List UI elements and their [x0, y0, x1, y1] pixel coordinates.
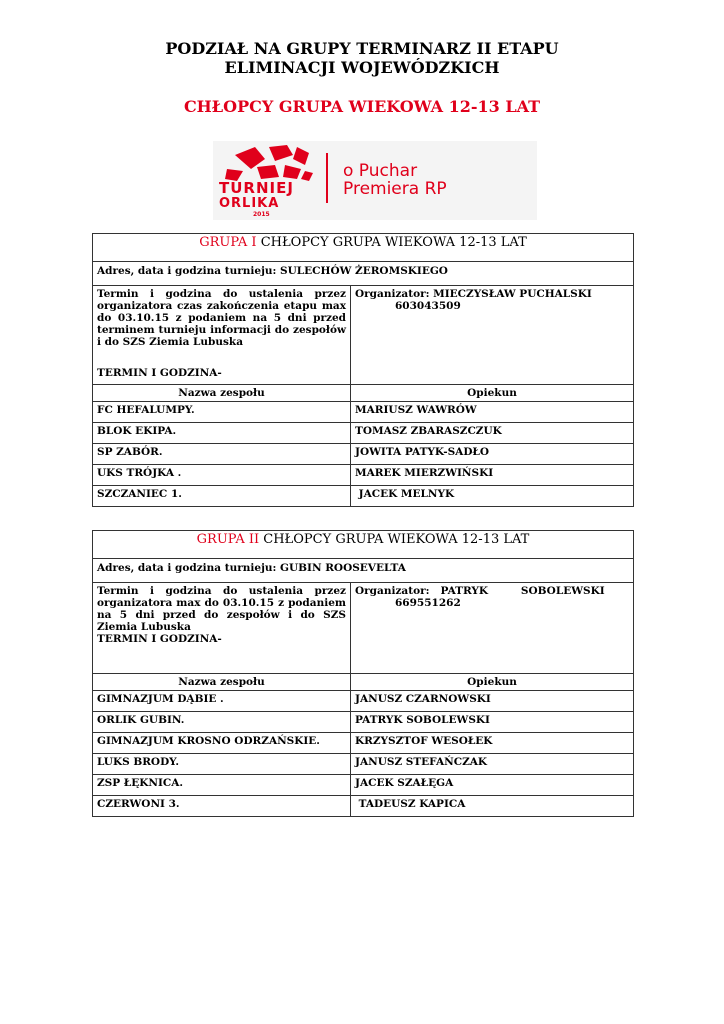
- team-name: SZCZANIEC 1.: [93, 486, 351, 507]
- table-row: [93, 691, 634, 712]
- coach-name: JACEK SZAŁĘGA: [351, 775, 634, 796]
- group-1-schedule-text: Termin i godzina do ustalenia przez organizatora czas zakończenia etapu max do 03.10.15 z podaniem na 5 dni przed terminem turnieju informacji do zespołów i do SZS Ziemia Lubuska: [97, 288, 346, 348]
- coach-name: JANUSZ STEFAŃCZAK: [351, 754, 634, 775]
- table-row: [93, 486, 634, 507]
- group-2-category: CHŁOPCY GRUPA WIEKOWA 12-13 LAT: [259, 532, 530, 547]
- group-1-organizer: Organizator: MIECZYSŁAW PUCHALSKI: [355, 288, 592, 300]
- team-name: LUKS BRODY.: [93, 754, 351, 775]
- logo-tagline-1: o Puchar: [343, 161, 418, 181]
- group-1-team-header: Nazwa zespołu: [93, 385, 351, 402]
- orlik-ball-logo-icon: [213, 141, 537, 220]
- group-1-label: GRUPA I: [199, 235, 257, 250]
- team-name: BLOK EKIPA.: [93, 423, 351, 444]
- document-title-line-1: PODZIAŁ NA GRUPY TERMINARZ II ETAPU: [165, 39, 559, 58]
- coach-name: JACEK MELNYK: [351, 486, 634, 507]
- table-row: [93, 465, 634, 486]
- logo-word-2: ORLIKA: [219, 196, 280, 211]
- group-1-table: [92, 233, 634, 507]
- category-title: CHŁOPCY GRUPA WIEKOWA 12-13 LAT: [183, 97, 541, 116]
- group-2-organizer-cell: [351, 583, 634, 674]
- group-1-schedule-cell: [93, 286, 351, 385]
- document-title-line-2: ELIMINACJI WOJEWÓDZKICH: [224, 58, 500, 77]
- table-row: [93, 775, 634, 796]
- group-2-term-label: TERMIN I GODZINA-: [97, 633, 222, 645]
- coach-name: JOWITA PATYK-SADŁO: [351, 444, 634, 465]
- group-2-address: Adres, data i godzina turnieju: GUBIN ROOSEVELTA: [93, 559, 634, 583]
- logo-word-1: TURNIEJ: [219, 179, 294, 197]
- group-2-phone: 669551262: [395, 597, 461, 609]
- group-1-category: CHŁOPCY GRUPA WIEKOWA 12-13 LAT: [256, 235, 527, 250]
- group-1-term-label: TERMIN I GODZINA-: [97, 367, 222, 379]
- team-name: SP ZABÓR.: [93, 444, 351, 465]
- group-2-schedule-text: Termin i godzina do ustalenia przez organizatora max do 03.10.15 z podaniem na 5 dni przed do zespołów i do SZS Ziemia Lubuska: [97, 585, 346, 633]
- group-2-coach-header: Opiekun: [351, 674, 634, 691]
- group-2-organizer: Organizator: PATRYK SOBOLEWSKI: [355, 585, 605, 597]
- group-2-label: GRUPA II: [196, 532, 260, 547]
- team-name: GIMNAZJUM KROSNO ODRZAŃSKIE.: [93, 733, 351, 754]
- team-name: CZERWONI 3.: [93, 796, 351, 817]
- table-row: [93, 402, 634, 423]
- coach-name: KRZYSZTOF WESOŁEK: [351, 733, 634, 754]
- team-name: GIMNAZJUM DĄBIE .: [93, 691, 351, 712]
- table-row: [93, 796, 634, 817]
- team-name: ZSP ŁĘKNICA.: [93, 775, 351, 796]
- tournament-logo: [213, 141, 537, 220]
- group-2-schedule-cell: [93, 583, 351, 674]
- group-2-heading: [93, 531, 634, 559]
- coach-name: PATRYK SOBOLEWSKI: [351, 712, 634, 733]
- coach-name: TADEUSZ KAPICA: [351, 796, 634, 817]
- logo-year: 2015: [253, 211, 270, 218]
- coach-name: JANUSZ CZARNOWSKI: [351, 691, 634, 712]
- table-row: [93, 754, 634, 775]
- group-1-coach-header: Opiekun: [351, 385, 634, 402]
- group-1-address: Adres, data i godzina turnieju: SULECHÓW ŻEROMSKIEGO: [93, 262, 634, 286]
- table-row: [93, 712, 634, 733]
- table-row: [93, 423, 634, 444]
- table-row: [93, 733, 634, 754]
- coach-name: MAREK MIERZWIŃSKI: [351, 465, 634, 486]
- team-name: UKS TRÓJKA .: [93, 465, 351, 486]
- table-row: [93, 444, 634, 465]
- group-1-heading: [93, 234, 634, 262]
- coach-name: MARIUSZ WAWRÓW: [351, 402, 634, 423]
- team-name: FC HEFALUMPY.: [93, 402, 351, 423]
- group-1-organizer-cell: [351, 286, 634, 385]
- group-2-team-header: Nazwa zespołu: [93, 674, 351, 691]
- coach-name: TOMASZ ZBARASZCZUK: [351, 423, 634, 444]
- logo-tagline-2: Premiera RP: [343, 179, 447, 199]
- group-1-phone: 603043509: [395, 300, 461, 312]
- team-name: ORLIK GUBIN.: [93, 712, 351, 733]
- group-2-table: [92, 530, 634, 817]
